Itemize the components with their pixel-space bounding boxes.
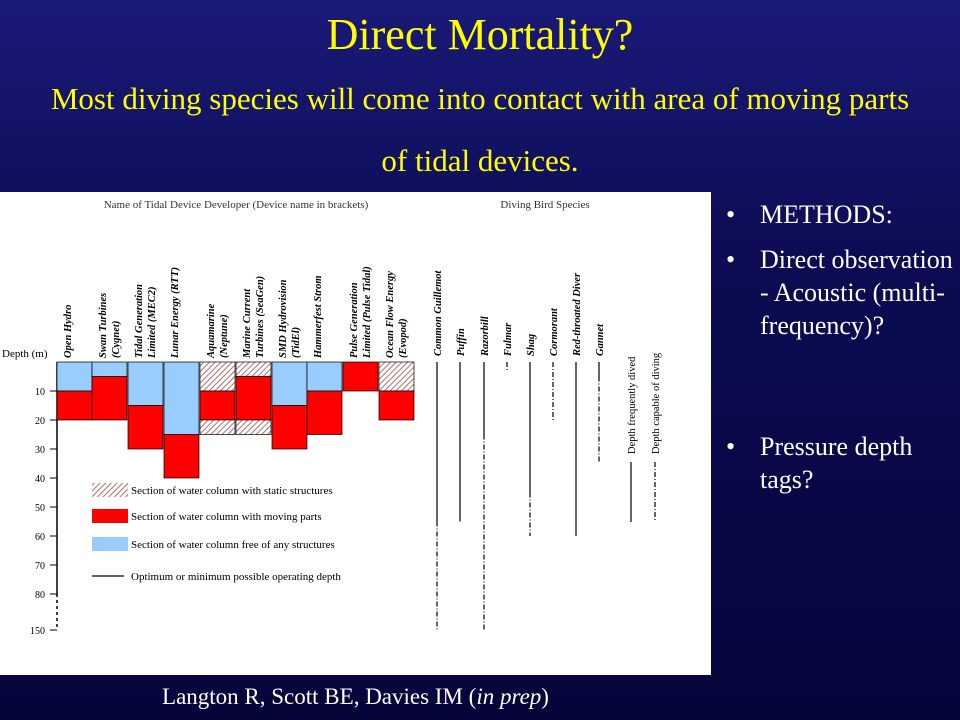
legend-swatch-free: [92, 537, 128, 551]
bullet-list: [722, 198, 958, 496]
developer-label: Ocean Flow Energy: [385, 271, 396, 358]
legend-label: Optimum or minimum possible operating depth: [131, 571, 341, 583]
key-line-label: Depth capable of diving: [651, 352, 662, 454]
depth-axis-label: Depth (m): [2, 348, 48, 360]
developer-label: Tidal Generation: [134, 284, 145, 358]
developers-header: Name of Tidal Device Developer (Device name in brackets): [103, 199, 369, 211]
device-bar-free: [307, 362, 342, 391]
depth-tick-label: 50: [35, 503, 45, 514]
device-bar-moving: [164, 435, 199, 479]
species-label: Shag: [526, 333, 537, 356]
depth-tick-label: 80: [35, 590, 45, 601]
depth-tick-label: 40: [35, 474, 45, 485]
device-depth-bars: [57, 362, 414, 478]
device-bar-static: [200, 362, 235, 391]
species-header: Diving Bird Species: [500, 199, 590, 211]
developer-label: Swan Turbines: [98, 292, 109, 358]
developer-label: Open Hydro: [63, 304, 74, 358]
developer-label: Lunar Energy (RTT): [170, 266, 181, 358]
device-bar-moving: [272, 406, 307, 450]
developer-label-line2: (Neptune): [219, 314, 230, 358]
slide-subtitle: Most diving species will come into contact with area of moving parts of tidal devices.: [50, 81, 910, 178]
bullet-methods: [722, 198, 958, 231]
bullet-text: Direct observation - Acoustic (multi-frequency)?: [760, 245, 953, 340]
device-bar-moving: [128, 406, 163, 450]
device-bar-moving: [307, 391, 342, 435]
figure-legend: [92, 483, 341, 583]
depth-tick-label: 60: [35, 532, 45, 543]
species-label: Gannet: [595, 323, 606, 356]
depth-tick-label: 20: [35, 416, 45, 427]
device-bar-moving: [379, 391, 414, 420]
developer-label: Hammerfest Strom: [313, 275, 324, 358]
species-label: Puffin: [456, 328, 467, 356]
depth-tick-label: 30: [35, 445, 45, 456]
bullet-text: METHODS:: [760, 200, 893, 229]
developer-label-line2: Limited (MEC2): [147, 286, 158, 358]
legend-label: Section of water column free of any structures: [131, 539, 335, 551]
device-bar-free: [128, 362, 163, 406]
depth-tick-label: 150: [30, 626, 45, 637]
species-depth-lines: [433, 269, 662, 630]
developer-labels: [63, 266, 409, 359]
bullet-pressure-tags: [722, 430, 958, 496]
legend-label: Section of water column with moving parts: [131, 511, 322, 523]
device-bar-free: [164, 362, 199, 435]
device-bar-free: [272, 362, 307, 406]
device-bar-static: [236, 420, 271, 435]
developer-label: Aquamarine: [206, 303, 217, 358]
citation-status: in prep: [476, 684, 542, 709]
device-bar-moving: [236, 377, 271, 421]
developer-label-line2: (TidEl): [291, 326, 302, 358]
device-bar-free: [57, 362, 92, 391]
species-label: Cormorant: [549, 308, 560, 356]
developer-label-line2: (Evopod): [398, 318, 409, 358]
depth-axis: [30, 362, 57, 637]
developer-label-line2: Limited (Pulse Tidal): [362, 266, 373, 358]
species-label: Razorbill: [480, 316, 491, 356]
legend-swatch-moving: [92, 509, 128, 523]
citation-authors: Langton R, Scott BE, Davies IM (: [162, 684, 477, 709]
legend-label: Section of water column with static structures: [131, 485, 333, 497]
bullet-dot-icon: •: [726, 245, 736, 274]
depth-tick-label: 10: [35, 387, 45, 398]
bullet-direct-observation: [722, 243, 958, 342]
device-bar-moving: [343, 362, 378, 391]
citation: [0, 680, 711, 714]
developer-label: Pulse Generation: [349, 282, 360, 358]
citation-close: ): [541, 684, 549, 709]
developer-label-line2: Turbines (SeaGen): [255, 275, 266, 358]
device-bar-moving: [200, 391, 235, 420]
developer-label: SMD Hydrovision: [278, 279, 289, 358]
device-bar-static: [236, 362, 271, 377]
bullet-text: Pressure depth tags?: [760, 432, 913, 494]
tidal-device-depth-figure: [0, 192, 711, 675]
device-bar-static: [200, 420, 235, 435]
bullet-dot-icon: •: [726, 432, 736, 461]
key-line-label: Depth frequently dived: [627, 356, 638, 454]
species-label: Common Guillemot: [433, 270, 444, 356]
device-bar-moving: [57, 391, 92, 420]
device-bar-static: [379, 362, 414, 391]
device-bar-moving: [92, 377, 127, 421]
slide-title: Direct Mortality?: [326, 10, 634, 59]
species-label: Red-throated Diver: [572, 272, 583, 356]
developer-label: Marine Current: [242, 288, 253, 358]
depth-tick-label: 70: [35, 561, 45, 572]
species-label: Fulmar: [503, 322, 514, 356]
developer-label-line2: (Cygnet): [111, 320, 122, 358]
legend-swatch-static: [92, 483, 128, 497]
device-bar-free: [92, 362, 127, 377]
bullet-dot-icon: •: [726, 200, 736, 229]
